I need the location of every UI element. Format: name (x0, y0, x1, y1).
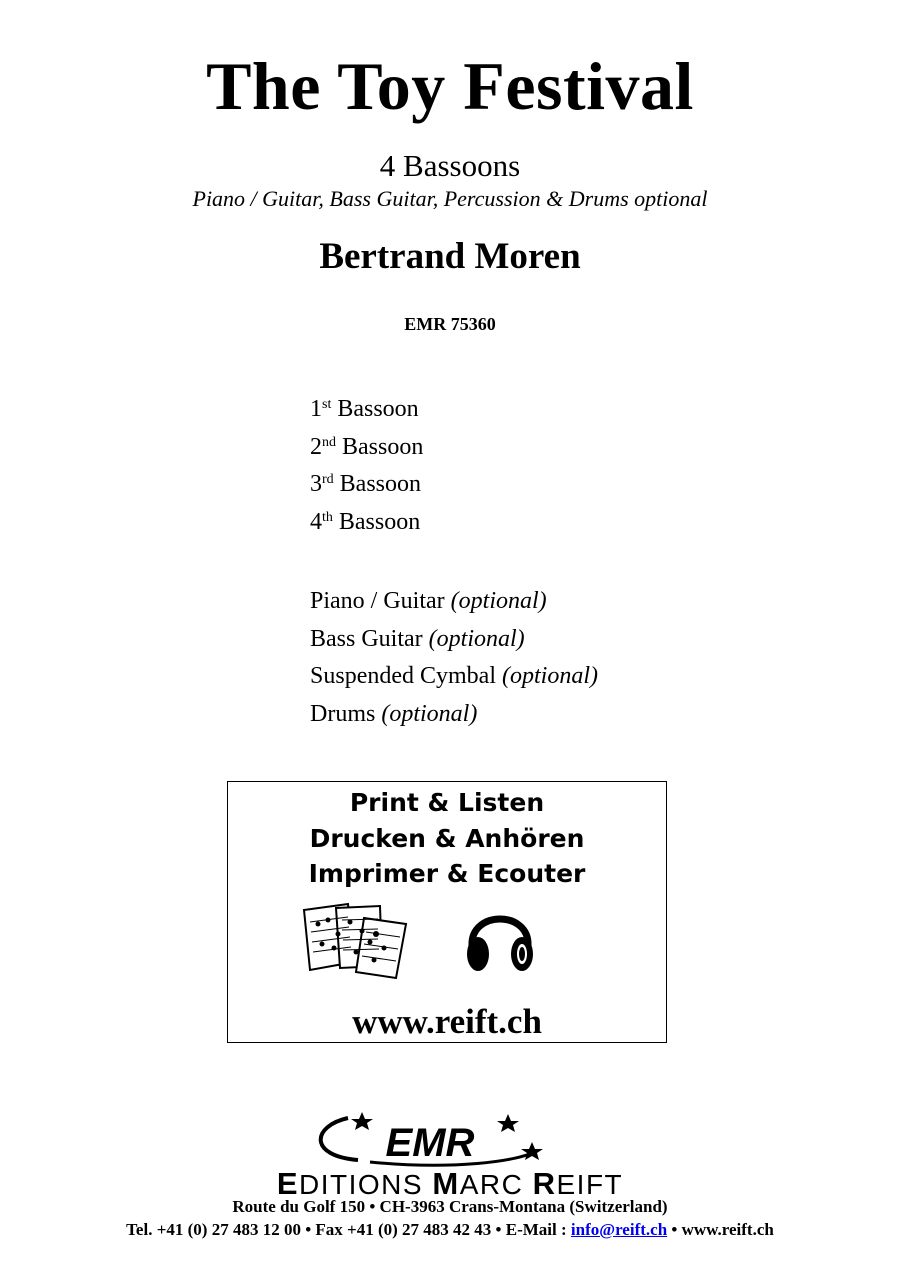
parts-list (310, 391, 423, 542)
email-link[interactable]: info@reift.ch (570, 1220, 668, 1239)
optional-part-item: Drums (optional) (310, 701, 478, 728)
optional-parts-list (310, 583, 598, 734)
promo-line-english: Print & Listen (349, 788, 545, 817)
page-title: The Toy Festival (206, 48, 694, 124)
optional-instrumentation: Piano / Guitar, Bass Guitar, Percussion & Drums optional (192, 186, 708, 211)
part-item: 2nd Bassoon (310, 433, 424, 460)
part-item: 4th Bassoon (310, 509, 421, 536)
promo-url-link[interactable]: www.reift.ch (352, 1002, 542, 1041)
emr-logo-text: EMR (385, 1121, 475, 1165)
publisher-name: EDITIONS MARC REIFT (276, 1166, 624, 1201)
optional-part-item: Suspended Cymbal (optional) (310, 663, 598, 690)
print-listen-box (227, 781, 667, 1043)
part-item: 1st Bassoon (310, 396, 419, 422)
optional-part-item: Bass Guitar (optional) (310, 625, 525, 652)
publisher-address: Route du Golf 150 • CH-3963 Crans-Montana (Switzerland) (232, 1197, 668, 1216)
part-item: 3rd Bassoon (310, 471, 422, 498)
emr-logo (310, 1110, 550, 1170)
headphones-icon (464, 900, 536, 976)
instrumentation: 4 Bassoons (379, 148, 521, 183)
catalog-number: EMR 75360 (404, 314, 496, 334)
promo-line-french: Imprimer & Ecouter (308, 859, 586, 888)
composer-name: Bertrand Moren (319, 236, 581, 277)
optional-part-item: Piano / Guitar (optional) (310, 588, 547, 614)
promo-line-german: Drucken & Anhören (309, 824, 585, 853)
sheet-music-icon (300, 900, 412, 980)
publisher-contact: Tel. +41 (0) 27 483 12 00 • Fax +41 (0) 27 483 42 43 • E-Mail : info@reift.ch • www.reift.ch (126, 1220, 774, 1239)
